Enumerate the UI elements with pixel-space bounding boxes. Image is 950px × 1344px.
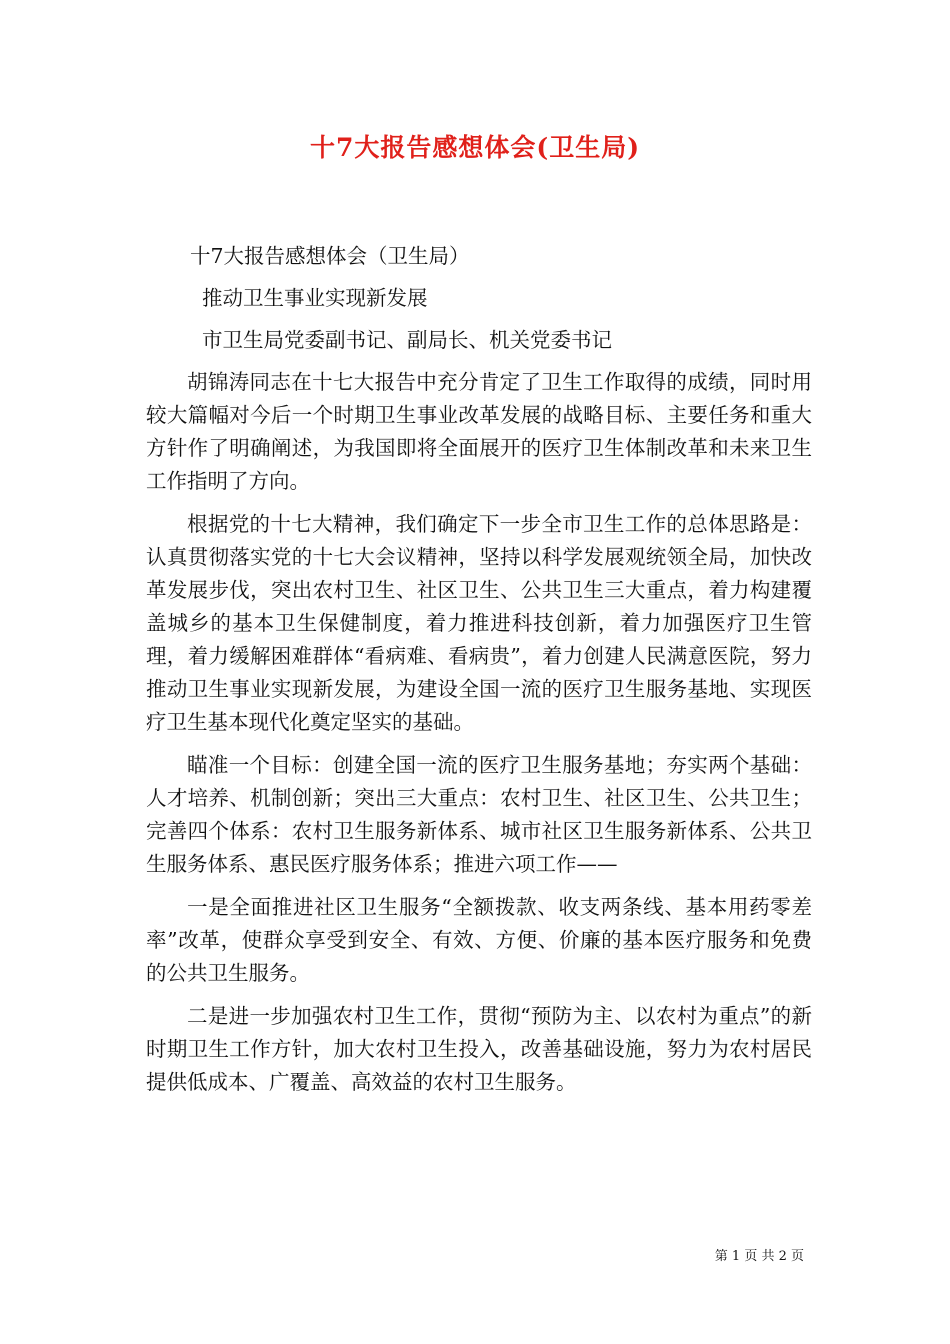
document-title: 十7大报告感想体会(卫生局) [309,133,641,162]
paragraph-author: 市卫生局党委副书记、副局长、机关党委书记 [202,328,612,352]
paragraph-subtitle: 十7大报告感想体会（卫生局） [190,244,470,268]
document-body [146,240,812,1109]
paragraph-body-2: 根据党的十七大精神，我们确定下一步全市卫生工作的总体思路是：认真贯彻落实党的十七大会议精神，坚持以科学发展观统领全局，加快改革发展步伐，突出农村卫生、社区卫生、公共卫生三大重点，着力构建覆盖城乡的基本卫生保健制度，着力推进科技创新，着力加强医疗卫生管理，着力缓解困难群体“看病难、看病贵”，着力创建人民满意医院，努力推动卫生事业实现新发展，为建设全国一流的医疗卫生服务基地、实现医疗卫生基本现代化奠定坚实的基础。 [146,512,812,734]
paragraph-body-1: 胡锦涛同志在十七大报告中充分肯定了卫生工作取得的成绩，同时用较大篇幅对今后一个时期卫生事业改革发展的战略目标、主要任务和重大方针作了明确阐述，为我国即将全面展开的医疗卫生体制改革和未来卫生工作指明了方向。 [146,370,812,493]
paragraph-body-4: 一是全面推进社区卫生服务“全额拨款、收支两条线、基本用药零差率”改革，使群众享受到安全、有效、方便、价廉的基本医疗服务和免费的公共卫生服务。 [146,895,812,985]
page-indicator: 第 1 页 共 2 页 [714,1249,804,1264]
paragraph-body-5: 二是进一步加强农村卫生工作，贯彻“预防为主、以农村为重点”的新时期卫生工作方针，加大农村卫生投入，改善基础设施，努力为农村居民提供低成本、广覆盖、高效益的农村卫生服务。 [146,1004,812,1094]
paragraph-heading: 推动卫生事业实现新发展 [202,286,428,310]
paragraph-body-3: 瞄准一个目标：创建全国一流的医疗卫生服务基地；夯实两个基础：人才培养、机制创新；突出三大重点：农村卫生、社区卫生、公共卫生；完善四个体系：农村卫生服务新体系、城市社区卫生服务新体系、公共卫生服务体系、惠民医疗服务体系；推进六项工作—— [146,753,812,876]
